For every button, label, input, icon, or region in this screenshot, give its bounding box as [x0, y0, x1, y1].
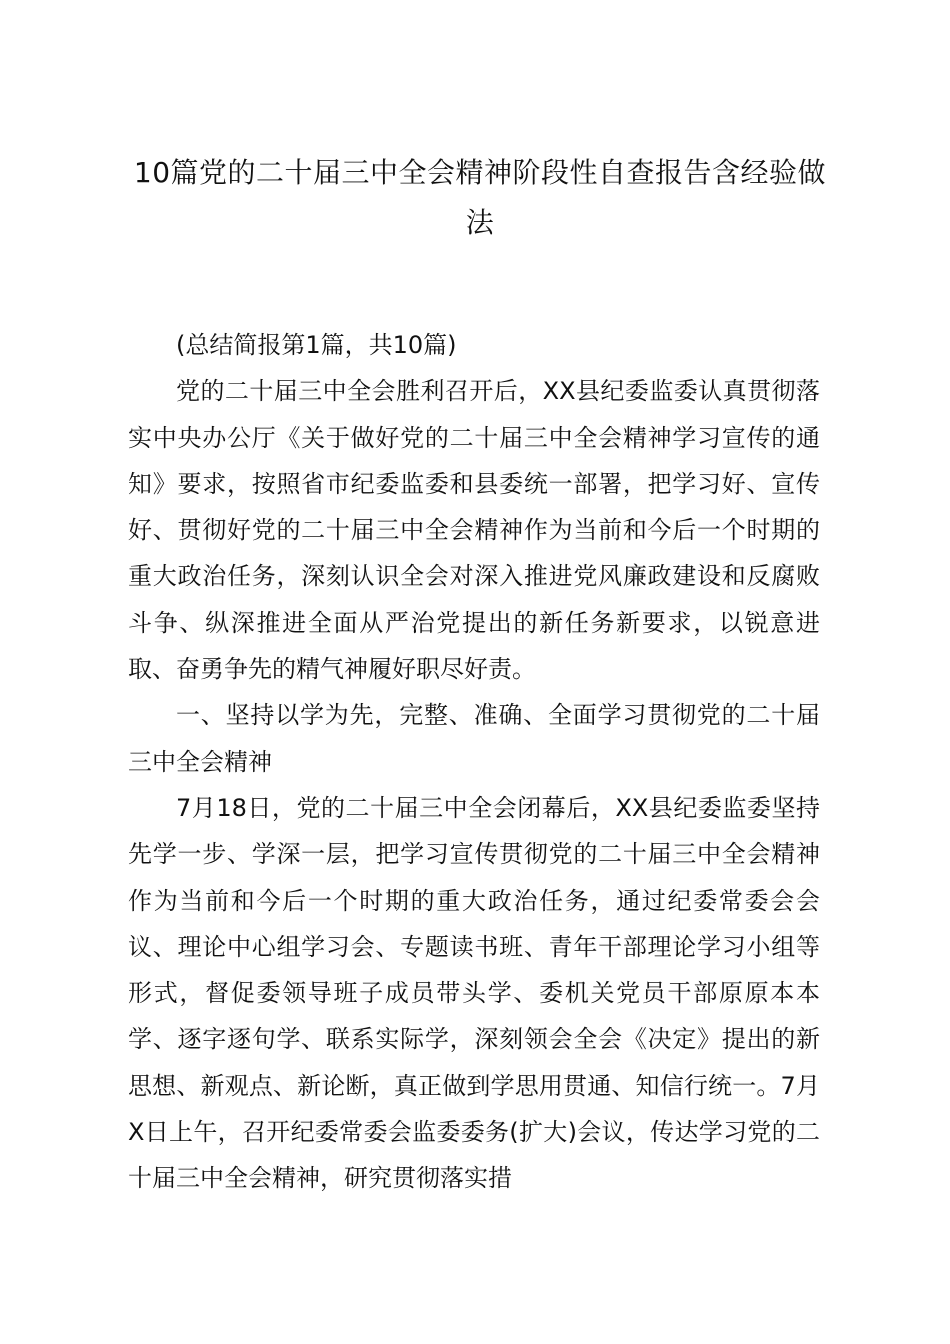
paragraph-body: 7月18日，党的二十届三中全会闭幕后，XX县纪委监委坚持先学一步、学深一层，把学习宣传贯彻党的二十届三中全会精神作为当前和今后一个时期的重大政治任务，通过纪委常委会会议、理论中心组学习会、专题读书班、青年干部理论学习小组等形式，督促委领导班子成员带头学、委机关党员干部原原本本学、逐字逐句学、联系实际学，深刻领会全会《决定》提出的新思想、新观点、新论断，真正做到学思用贯通、知信行统一。7月X日上午，召开纪委常委会监委委务(扩大)会议，传达学习党的二十届三中全会精神，研究贯彻落实措: [128, 793, 820, 1193]
paragraph-intro: 党的二十届三中全会胜利召开后，XX县纪委监委认真贯彻落实中央办公厅《关于做好党的二十届三中全会精神学习宣传的通知》要求，按照省市纪委监委和县委统一部署，把学习好、宣传好、贯彻好党的二十届三中全会精神作为当前和今后一个时期的重大政治任务，深刻认识全会对深入推进党风廉政建设和反腐败斗争、纵深推进全面从严治党提出的新任务新要求，以锐意进取、奋勇争先的精气神履好职尽好责。: [128, 377, 820, 684]
document-title: 10篇党的二十届三中全会精神阶段性自查报告含经验做法: [133, 156, 827, 239]
paragraph-subtitle: (总结简报第1篇，共10篇): [176, 331, 457, 359]
document-body: [128, 322, 820, 1202]
section-heading: 一、坚持以学为先，完整、准确、全面学习贯彻党的二十届三中全会精神: [128, 701, 820, 776]
